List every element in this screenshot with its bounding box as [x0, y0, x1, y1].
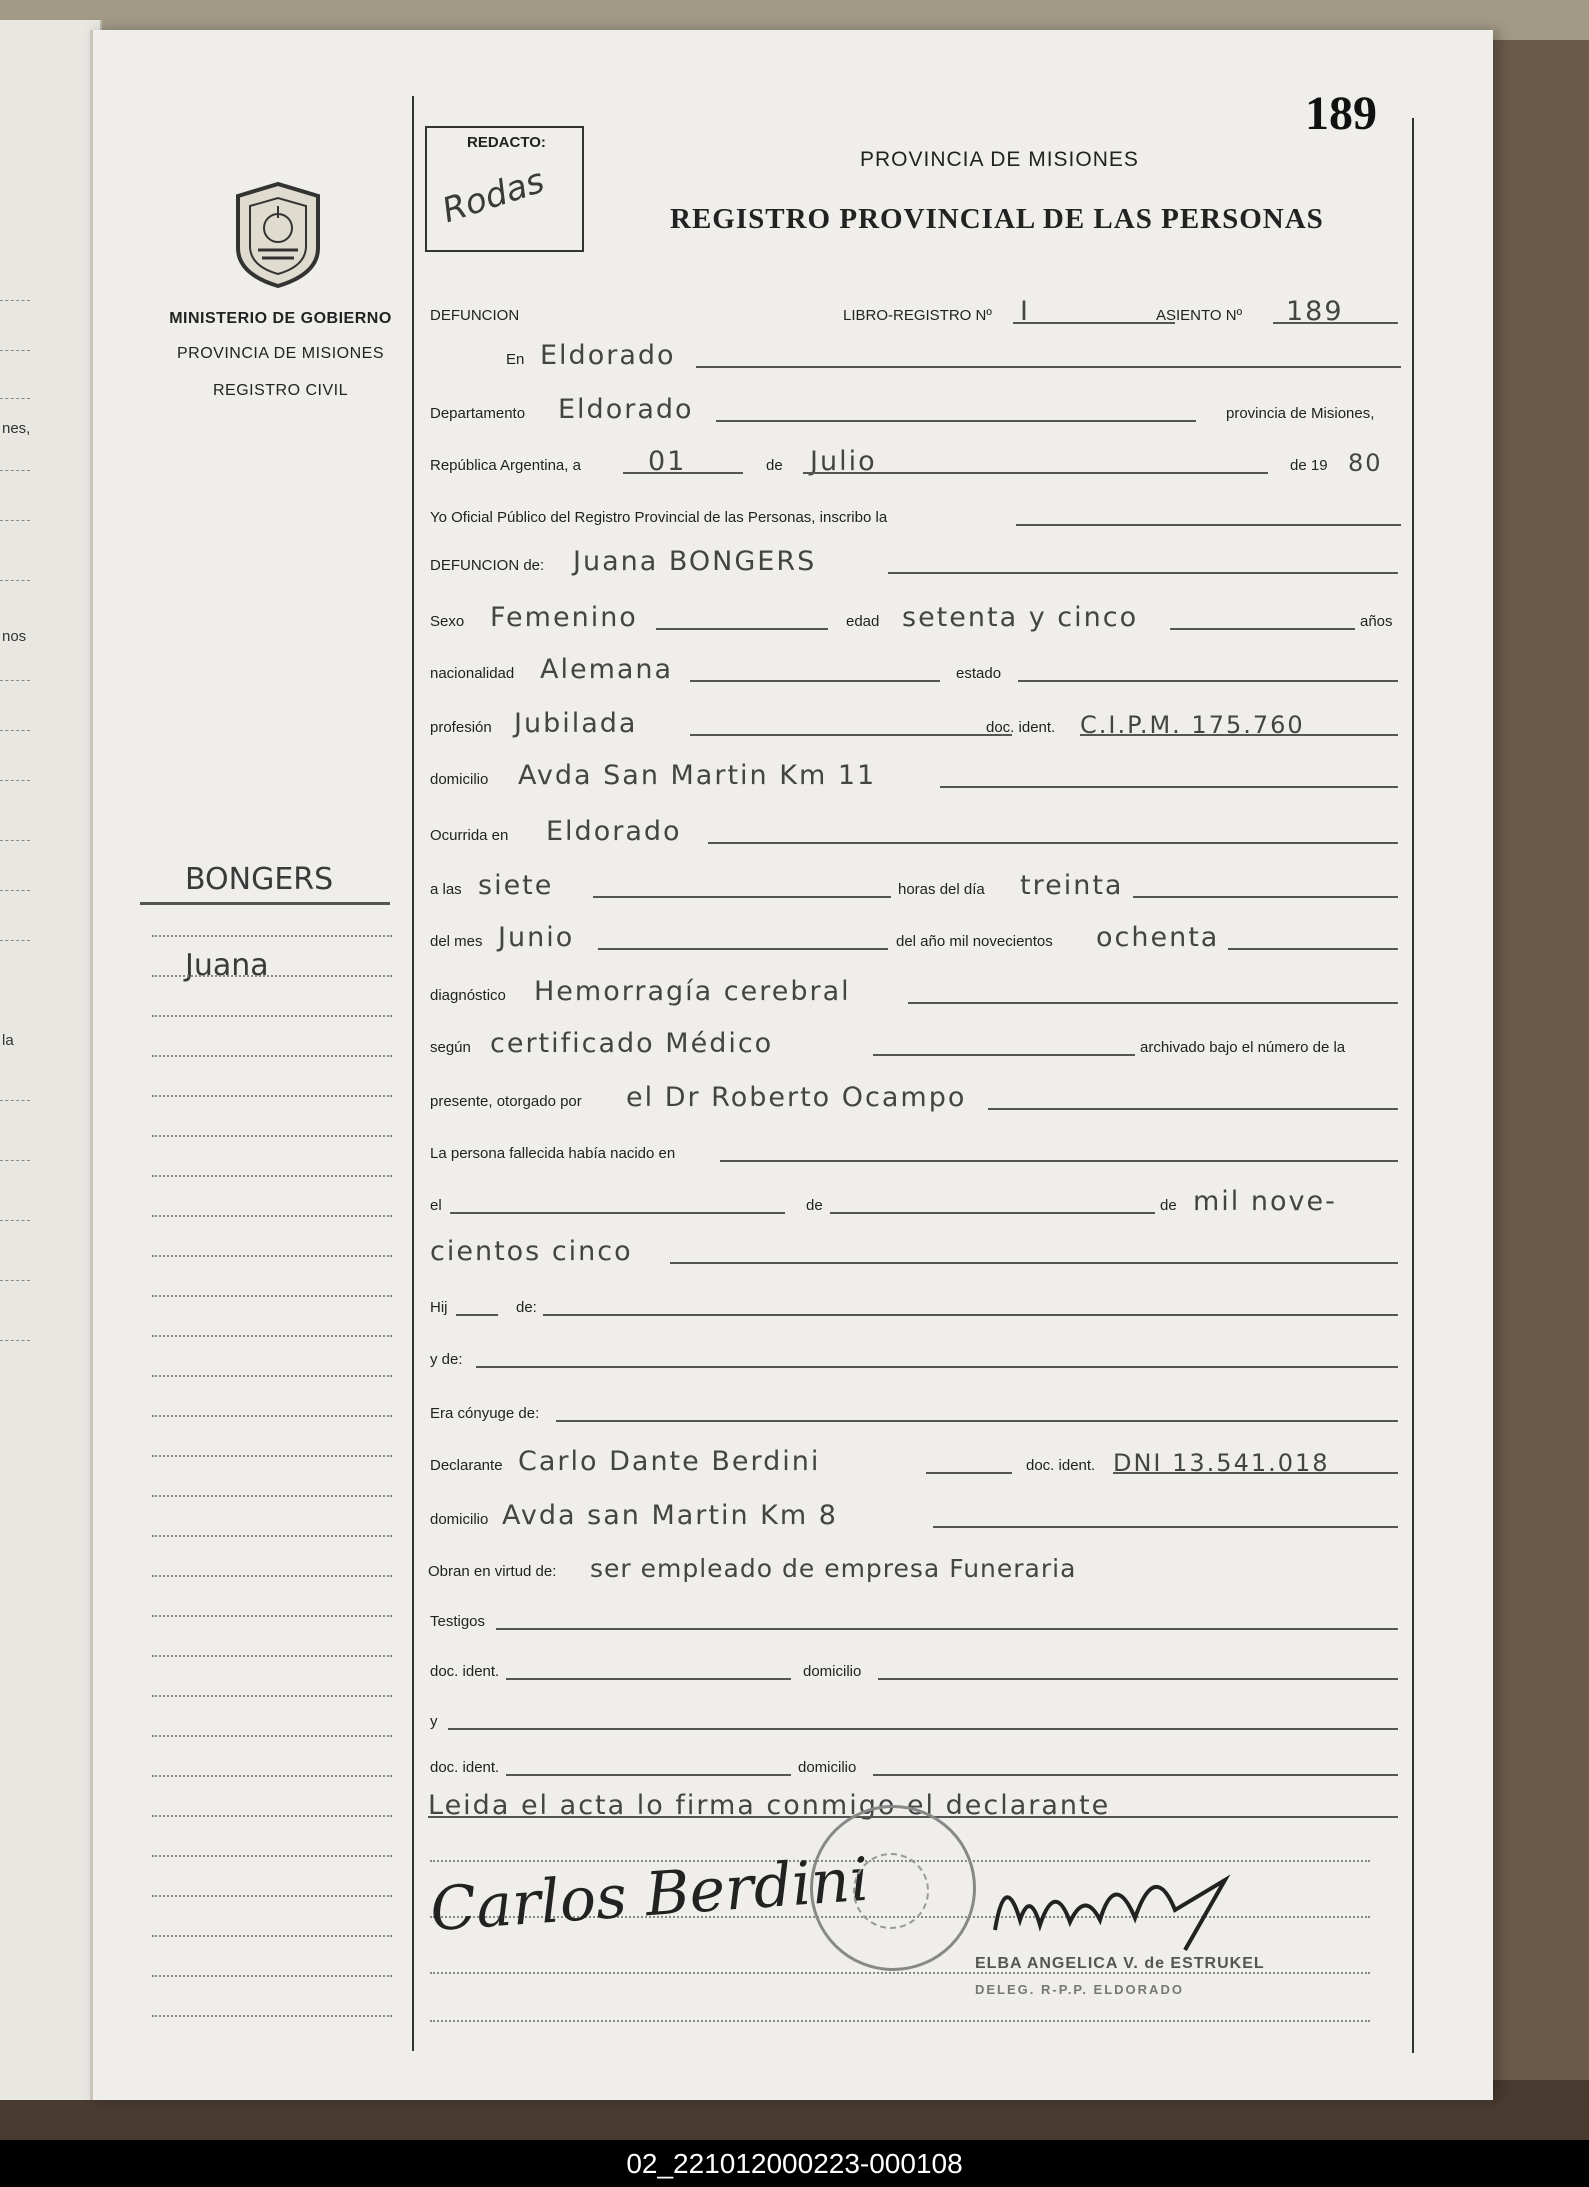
left-frame-line — [412, 96, 414, 2051]
header-registry: REGISTRO PROVINCIAL DE LAS PERSONAS — [670, 203, 1324, 235]
fragment-text: la — [2, 1032, 14, 1049]
diagnostico-label: diagnóstico — [430, 987, 506, 1004]
row-departamento — [428, 394, 1398, 428]
mes-value: Julio — [810, 446, 877, 477]
departamento-label: Departamento — [430, 405, 526, 422]
profesion-value: Jubilada — [514, 708, 638, 739]
fragment-text: nes, — [2, 420, 31, 437]
ministry-label: MINISTERIO DE GOBIERNO — [169, 310, 392, 327]
row-obran — [428, 1552, 1398, 1586]
row-presente — [428, 1082, 1398, 1116]
row-ocurrida — [428, 816, 1398, 850]
segun-value: certificado Médico — [490, 1028, 774, 1059]
defuncion-label: DEFUNCION — [430, 307, 520, 324]
domicilio-label: domicilio — [430, 771, 489, 788]
row-defuncion-de — [428, 546, 1398, 580]
de-anio-label: de 19 — [1290, 457, 1328, 474]
row-hora — [428, 870, 1398, 904]
anio-value: 80 — [1348, 449, 1383, 477]
margin-surname: BONGERS — [185, 862, 334, 897]
de-label: de — [766, 457, 783, 474]
testigo2-doc-label: doc. ident. — [430, 1759, 500, 1776]
row-sexo — [428, 602, 1398, 636]
row-nacionalidad — [428, 654, 1398, 688]
diagnostico-value: Hemorragía cerebral — [534, 976, 851, 1007]
dia-value: 01 — [648, 446, 687, 477]
doc-ident-label: doc. ident. — [986, 719, 1056, 736]
defuncion-de-value: Juana BONGERS — [573, 546, 817, 577]
de-hij-label: de: — [516, 1299, 537, 1316]
de3-label: de — [1160, 1197, 1177, 1214]
nacido-label: La persona fallecida había nacido en — [430, 1145, 676, 1162]
edad-label: edad — [846, 613, 880, 630]
estado-label: estado — [956, 665, 1002, 682]
ocurrida-value: Eldorado — [546, 816, 682, 847]
domicilio-value: Avda San Martin Km 11 — [518, 760, 877, 791]
row-testigo2 — [428, 1748, 1398, 1782]
asiento-label: ASIENTO Nº — [1156, 307, 1243, 324]
defuncion-de-label: DEFUNCION de: — [430, 557, 545, 574]
row-del-mes — [428, 922, 1398, 956]
redacto-label: REDACTO: — [467, 134, 546, 151]
horas-value: treinta — [1020, 870, 1124, 901]
row-declarante-domicilio — [428, 1500, 1398, 1534]
row-profesion — [428, 708, 1398, 742]
presente-label: presente, otorgado por — [430, 1093, 582, 1110]
row-declarante — [428, 1446, 1398, 1480]
a-las-label: a las — [430, 881, 462, 898]
declarante-doc-label: doc. ident. — [1026, 1457, 1096, 1474]
declarante-value: Carlo Dante Berdini — [518, 1446, 821, 1477]
horas-label: horas del día — [898, 881, 985, 898]
libro-value: I — [1020, 296, 1030, 327]
del-anio-value: ochenta — [1096, 922, 1220, 953]
official-name: ELBA ANGELICA V. de ESTRUKEL — [975, 1955, 1265, 1972]
row-libro — [428, 296, 1398, 330]
page-number: 189 — [1305, 87, 1377, 140]
testigo2-dom-label: domicilio — [798, 1759, 857, 1776]
testigo1-doc-label: doc. ident. — [430, 1663, 500, 1680]
row-fecha — [428, 446, 1398, 480]
margin-given-name: Juana — [185, 948, 269, 983]
leida-value: Leida el acta lo firma conmigo el declarante — [428, 1790, 1111, 1821]
presente-value: el Dr Roberto Ocampo — [626, 1082, 967, 1113]
provincia-de-label: provincia de Misiones, — [1226, 405, 1375, 422]
row-y-de — [428, 1340, 1398, 1374]
row-hij — [428, 1288, 1398, 1322]
archivado-label: archivado bajo el número de la — [1140, 1039, 1346, 1056]
right-frame-line — [1412, 118, 1414, 2053]
testigo1-dom-label: domicilio — [803, 1663, 862, 1680]
doc-ident-value: C.I.P.M. 175.760 — [1080, 711, 1305, 739]
row-diagnostico — [428, 976, 1398, 1010]
obran-label: Obran en virtud de: — [428, 1563, 557, 1580]
row-domicilio — [428, 760, 1398, 794]
fragment-text: nos — [2, 628, 27, 645]
registry-seal-icon — [810, 1805, 976, 1971]
row-testigo-y — [428, 1702, 1398, 1736]
y-de-label: y de: — [430, 1351, 463, 1368]
libro-label: LIBRO-REGISTRO Nº — [843, 307, 992, 324]
nacionalidad-label: nacionalidad — [430, 665, 515, 682]
row-nacido — [428, 1134, 1398, 1168]
row-testigo1 — [428, 1652, 1398, 1686]
en-label: En — [506, 351, 525, 368]
el-label: el — [430, 1197, 442, 1214]
declarante-doc-value: DNI 13.541.018 — [1113, 1449, 1330, 1477]
declarante-dom-label: domicilio — [430, 1511, 489, 1528]
del-mes-label: del mes — [430, 933, 483, 950]
sexo-value: Femenino — [490, 602, 638, 633]
y-label: y — [430, 1713, 438, 1730]
obran-value: ser empleado de empresa Funeraria — [590, 1554, 1077, 1583]
segun-label: según — [430, 1039, 471, 1056]
row-segun — [428, 1028, 1398, 1062]
row-nacido-fecha — [428, 1186, 1398, 1220]
republica-label: República Argentina, a — [430, 457, 581, 474]
official-signature-icon — [985, 1850, 1285, 1960]
header-province: PROVINCIA DE MISIONES — [860, 148, 1139, 171]
del-mes-value: Junio — [498, 922, 575, 953]
official-delegation: DELEG. R-P.P. ELDORADO — [975, 1982, 1184, 1997]
row-oficial — [428, 498, 1398, 532]
del-anio-label: del año mil novecientos — [896, 933, 1053, 950]
redacto-box — [425, 126, 584, 252]
declarante-dom-value: Avda san Martin Km 8 — [502, 1500, 838, 1531]
en-value: Eldorado — [540, 340, 676, 371]
nacido-anio-cont: cientos cinco — [430, 1236, 633, 1267]
row-conyuge — [428, 1394, 1398, 1428]
civil-registry-label: REGISTRO CIVIL — [212, 382, 349, 399]
edad-value: setenta y cinco — [902, 602, 1139, 633]
row-en — [428, 340, 1398, 374]
footer-image-id: 02_221012000223-000108 — [626, 2148, 963, 2179]
declarant-signature: Carlos Berdini — [428, 1844, 872, 1946]
redacto-value: Rodas — [437, 160, 550, 232]
sexo-label: Sexo — [430, 613, 465, 630]
nacionalidad-value: Alemana — [540, 654, 674, 685]
a-las-value: siete — [478, 870, 554, 901]
coat-of-arms-icon — [228, 178, 328, 290]
previous-page-edge — [0, 20, 102, 2100]
oficial-text: Yo Oficial Público del Registro Provincial de las Personas, inscribo la — [430, 509, 888, 526]
conyuge-label: Era cónyuge de: — [430, 1405, 540, 1422]
testigos-label: Testigos — [430, 1613, 486, 1630]
profesion-label: profesión — [430, 719, 492, 736]
declarante-label: Declarante — [430, 1457, 503, 1474]
ocurrida-label: Ocurrida en — [430, 827, 509, 844]
nacido-anio-value: mil nove- — [1193, 1186, 1337, 1217]
de2-label: de — [806, 1197, 823, 1214]
row-testigos — [428, 1602, 1398, 1636]
hij-label: Hij — [430, 1299, 448, 1316]
row-nacido-cont — [428, 1236, 1398, 1270]
province-label: PROVINCIA DE MISIONES — [177, 345, 384, 362]
asiento-value: 189 — [1286, 296, 1344, 327]
departamento-value: Eldorado — [558, 394, 694, 425]
anos-label: años — [1360, 613, 1393, 630]
